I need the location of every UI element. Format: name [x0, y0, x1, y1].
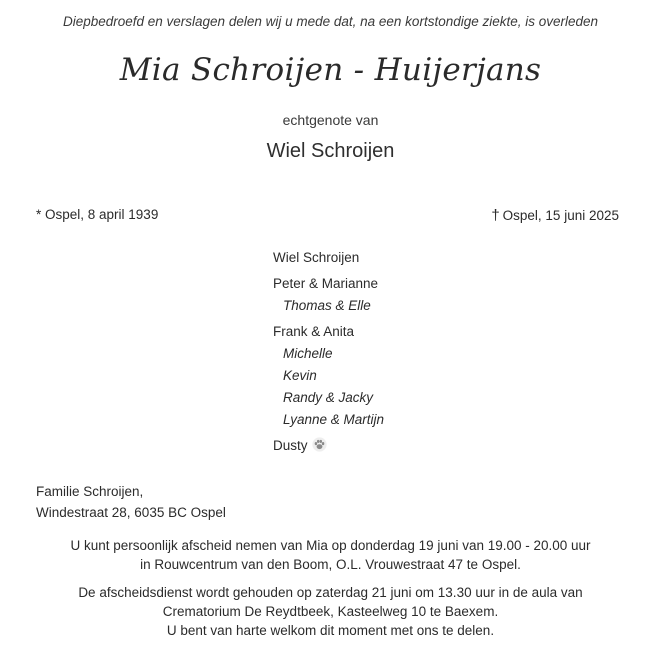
correspondence-address	[36, 481, 226, 523]
pet-name: Dusty	[273, 438, 308, 453]
birth-date: * Ospel, 8 april 1939	[36, 207, 159, 222]
family-list	[273, 247, 384, 457]
cross-icon: †	[491, 207, 500, 224]
announcement-intro: Diepbedroefd en verslagen delen wij u mede dat, na een kortstondige ziekte, is overleden	[62, 14, 599, 29]
family-spouse: Wiel Schroijen	[273, 250, 360, 265]
family-pet	[273, 435, 384, 457]
spouse-name: Wiel Schroijen	[266, 140, 395, 162]
notice-line: Crematorium De Reydtbeek, Kasteelweg 10 te Baexem.	[162, 604, 499, 619]
spouse-label: echtgenote van	[282, 112, 379, 128]
death-date-text: Ospel, 15 juni 2025	[502, 208, 619, 223]
notice-line: in Rouwcentrum van den Boom, O.L. Vrouwestraat 47 te Ospel.	[140, 557, 521, 572]
notice-line: U bent van harte welkom dit moment met ons te delen.	[166, 623, 495, 638]
death-date	[491, 207, 619, 224]
deceased-name: Mia Schroijen - Huijerjans	[119, 52, 542, 88]
family-parents: Frank & Anita	[273, 324, 355, 339]
family-child: Kevin	[283, 368, 317, 383]
family-child: Lyanne & Martijn	[283, 412, 385, 427]
family-child: Randy & Jacky	[283, 390, 374, 405]
family-child: Michelle	[283, 346, 333, 361]
paw-print-icon	[312, 437, 327, 452]
correspondence-line: Familie Schroijen,	[36, 484, 144, 499]
service-notice	[0, 583, 661, 640]
visitation-notice	[0, 536, 661, 574]
family-parents: Peter & Marianne	[273, 276, 379, 291]
notice-line: De afscheidsdienst wordt gehouden op zaterdag 21 juni om 13.30 uur in de aula van	[78, 585, 583, 600]
correspondence-line: Windestraat 28, 6035 BC Ospel	[36, 505, 226, 520]
family-child: Thomas & Elle	[283, 298, 371, 313]
notice-line: U kunt persoonlijk afscheid nemen van Mia op donderdag 19 juni van 19.00 - 20.00 uur	[70, 538, 591, 553]
